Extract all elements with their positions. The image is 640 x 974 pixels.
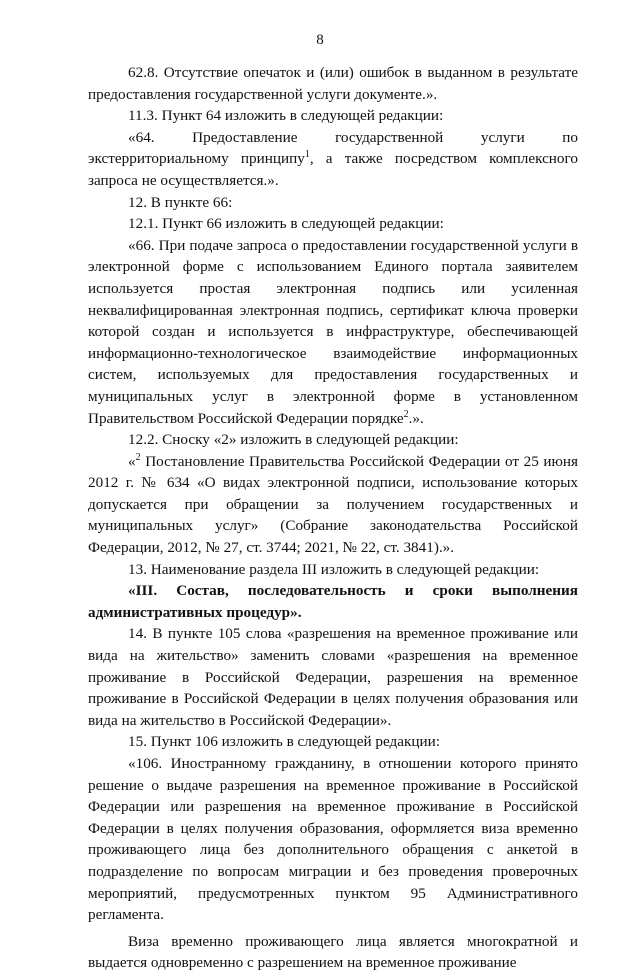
paragraph-106: «106. Иностранному гражданину, в отношении которого принято решение о выдаче разрешения на временное проживание в Российской Федерации или разрешения на временное проживание в Российской Федерации в целях получения образования, оформляется виза временно проживающего лица без дополнительного обращения с анкетой в подразделение по вопросам миграции и без проведения проверочных мероприятий, предусмотренных пунктом 95 Административного регламента. (88, 755, 578, 924)
paragraph-visa: Виза временно проживающего лица является многократной и выдается одновременно с разрешением на временное проживание (88, 932, 578, 972)
footnote-open-quote: « (128, 452, 136, 470)
paragraph-62-8: 62.8. Отсутствие опечаток и (или) ошибок в выданном в результате предоставления государственной услуги документе.». (88, 64, 578, 103)
footnote-ref-1: 1 (304, 149, 310, 161)
document-body (88, 62, 578, 974)
paragraph-66-text-end: .». (408, 409, 424, 427)
paragraph-15: 15. Пункт 106 изложить в следующей редакции: (128, 733, 441, 751)
page-number: 8 (316, 32, 324, 48)
paragraph-64-text-end: , а также посредством комплексного запроса не осуществляется.». (88, 150, 578, 189)
paragraph-11-3: 11.3. Пункт 64 изложить в следующей редакции: (128, 107, 444, 125)
footnote-2-body: Постановление Правительства Российской Федерации от 25 июня 2012 г. № 634 «О видах электронной подписи, использование которых допускается при обращении за получением государственных и муниципальных услуг» (Собрание законодательства Российской Федерации, 2012, № 27, ст. 3744; 2021, № 22, ст. 3841).». (88, 452, 578, 557)
paragraph-14: 14. В пункте 105 слова «разрешения на временное проживание или вида на жительство» заменить словами «разрешения на временное проживание в Российской Федерации, разрешения на временное проживание в Российской Федерации в целях получения образования или вида на жительство в Российской Федерации». (88, 625, 578, 729)
paragraph-12-2: 12.2. Сноску «2» изложить в следующей редакции: (128, 431, 459, 449)
paragraph-13: 13. Наименование раздела III изложить в следующей редакции: (128, 560, 540, 578)
paragraph-64 (88, 127, 578, 192)
footnote-2-text (88, 451, 578, 559)
paragraph-12-1: 12.1. Пункт 66 изложить в следующей редакции: (128, 215, 444, 233)
footnote-ref-2: 2 (403, 408, 409, 420)
section-iii-title: «III. Состав, последовательность и сроки выполнения административных процедур». (88, 582, 578, 621)
paragraph-66 (88, 235, 578, 429)
footnote-mark-2: 2 (135, 451, 141, 463)
paragraph-64-text: «64. Предоставление государственной услуги по экстерриториальному принципу (88, 128, 578, 168)
paragraph-12: 12. В пункте 66: (128, 193, 233, 211)
paragraph-66-text: «66. При подаче запроса о предоставлении государственной услуги в электронной форме с использованием Единого портала заявителем используется простая электронная подпись или усиленная неквалифицированная электронная подпись, сертификат ключа проверки которой создан и используется в инфраструктуре, обеспечивающей информационно-технологическое взаимодействие информационных систем, используемых для предоставления государственных и муниципальных услуг в электронной форме в установленном Правительством Российской Федерации порядке (88, 236, 578, 427)
